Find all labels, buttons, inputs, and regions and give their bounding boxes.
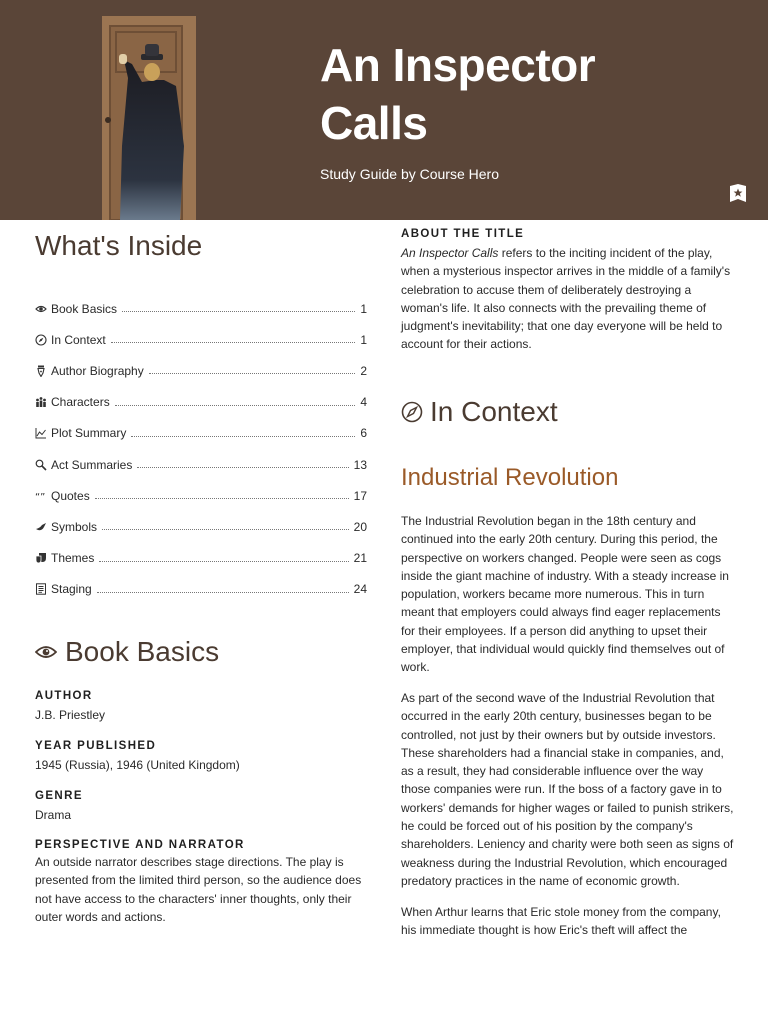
- toc-item-symbols[interactable]: [35, 511, 367, 542]
- author-block: [35, 690, 365, 724]
- people-icon: [35, 396, 47, 408]
- toc-item-themes[interactable]: [35, 543, 367, 574]
- title-line-1: An Inspector: [320, 39, 596, 91]
- paragraph: As part of the second wave of the Industrial Revolution that occurred in the early 20th century, businesses began to be controlled, not just by their owners but by outside investors. These shareholders had a financial stake in companies, and, as a result, they had considerable influence over the way those companies were run. If the boss of a factory gave in to workers' demands for higher wages or failed to punish strikers, he could be forced out of his position by the company's shareholders. Leniency and charity were both seen as signs of weakness during the Industrial Revolution, which encouraged predatory practices in the name of economic growth.: [401, 691, 734, 888]
- dotted-leader: [111, 342, 356, 343]
- toc-page-number: 21: [353, 551, 367, 566]
- year-label: YEAR PUBLISHED: [35, 740, 157, 752]
- about-title-label: ABOUT THE TITLE: [401, 228, 525, 240]
- cover-header: [0, 0, 768, 220]
- eye-icon: [35, 303, 47, 315]
- toc-page-number: 13: [353, 457, 367, 472]
- dotted-leader: [99, 561, 348, 562]
- toc-page-number: 4: [360, 395, 367, 410]
- toc-item-quotes[interactable]: [35, 480, 367, 511]
- toc-page-number: 6: [360, 426, 367, 441]
- toc-item-book-basics[interactable]: [35, 293, 367, 324]
- dotted-leader: [131, 436, 355, 437]
- dotted-leader: [97, 592, 349, 593]
- genre-block: [35, 790, 365, 824]
- title-line-2: Calls: [320, 97, 428, 149]
- paragraph: When Arthur learns that Eric stole money from the company, his immediate thought is how Eric's theft will affect the: [401, 905, 721, 938]
- svg-text:“”: “”: [35, 491, 46, 502]
- about-title-body: refers to the inciting incident of the play, when a mysterious inspector arrives in the middle of a family's celebration to accuse them of deliberately destroying a woman's life. It also connects with the prevailing theme of judgment's inevitability; that one day everyone will be held to account for their actions.: [401, 246, 731, 352]
- toc-item-plot-summary[interactable]: [35, 418, 367, 449]
- perspective-label: PERSPECTIVE AND NARRATOR: [35, 839, 245, 851]
- paragraph: The Industrial Revolution began in the 18th century and continued into the early 20th century. During this period, the perspective on workers changed. People were seen as cogs inside the giant machine of industry. With a steady increase in population, workers became more numerous. This in turn meant that employers could always find eager replacements for their employees. If a person did anything to upset their employer, that individual would quickly find themselves out of work.: [401, 514, 729, 675]
- toc-item-in-context[interactable]: [35, 324, 367, 355]
- toc-label: Themes: [51, 551, 95, 566]
- dotted-leader: [95, 498, 349, 499]
- table-of-contents: [35, 293, 367, 605]
- script-icon: [35, 583, 47, 595]
- toc-item-act-summaries[interactable]: [35, 449, 367, 480]
- industrial-revolution-heading: Industrial Revolution: [401, 464, 619, 491]
- author-value: J.B. Priestley: [35, 708, 106, 722]
- cover-illustration: [102, 16, 196, 220]
- genre-value: Drama: [35, 808, 72, 822]
- toc-label: In Context: [51, 332, 106, 347]
- toc-heading: What's Inside: [35, 230, 203, 261]
- in-context-heading: [401, 396, 558, 428]
- toc-page-number: 1: [360, 301, 367, 316]
- dotted-leader: [122, 311, 355, 312]
- toc-item-characters[interactable]: [35, 387, 367, 418]
- toc-page-number: 24: [353, 582, 367, 597]
- about-title-text: [401, 244, 733, 354]
- document-title: [320, 36, 740, 152]
- quotes-icon: [35, 490, 47, 502]
- pen-nib-icon: [35, 365, 47, 377]
- course-hero-badge-icon: [728, 183, 748, 203]
- perspective-value: An outside narrator describes stage directions. The play is presented from the limited third person, so the audience does not have access to the characters' inner thoughts, only their outer words and actions.: [35, 855, 362, 924]
- author-label: AUTHOR: [35, 690, 93, 702]
- magnifier-icon: [35, 459, 47, 471]
- dotted-leader: [115, 405, 356, 406]
- toc-label: Quotes: [51, 488, 90, 503]
- dotted-leader: [149, 373, 356, 374]
- dotted-leader: [102, 529, 349, 530]
- toc-label: Act Summaries: [51, 457, 133, 472]
- year-value: 1945 (Russia), 1946 (United Kingdom): [35, 758, 240, 772]
- toc-label: Plot Summary: [51, 426, 127, 441]
- compass-icon: [35, 334, 47, 346]
- toc-label: Symbols: [51, 519, 98, 534]
- about-title-italic: An Inspector Calls: [401, 246, 499, 260]
- toc-item-staging[interactable]: [35, 574, 367, 605]
- toc-page-number: 20: [353, 519, 367, 534]
- dotted-leader: [137, 467, 348, 468]
- subtitle: Study Guide by Course Hero: [320, 166, 499, 182]
- masks-icon: [35, 552, 47, 564]
- compass-icon: [401, 401, 423, 423]
- about-title-block: [401, 228, 733, 354]
- toc-page-number: 2: [360, 363, 367, 378]
- book-basics-heading: [35, 636, 219, 668]
- toc-label: Author Biography: [51, 363, 144, 378]
- toc-page-number: 17: [353, 488, 367, 503]
- chart-icon: [35, 427, 47, 439]
- toc-label: Book Basics: [51, 301, 118, 316]
- in-context-title: In Context: [430, 396, 558, 427]
- toc-page-number: 1: [360, 332, 367, 347]
- genre-label: GENRE: [35, 790, 83, 802]
- toc-item-author-biography[interactable]: [35, 355, 367, 386]
- toc-label: Characters: [51, 395, 110, 410]
- eye-icon: [35, 644, 57, 660]
- year-block: [35, 740, 365, 774]
- perspective-block: [35, 839, 365, 926]
- toc-label: Staging: [51, 582, 92, 597]
- bird-icon: [35, 521, 47, 533]
- book-basics-title: Book Basics: [65, 636, 220, 667]
